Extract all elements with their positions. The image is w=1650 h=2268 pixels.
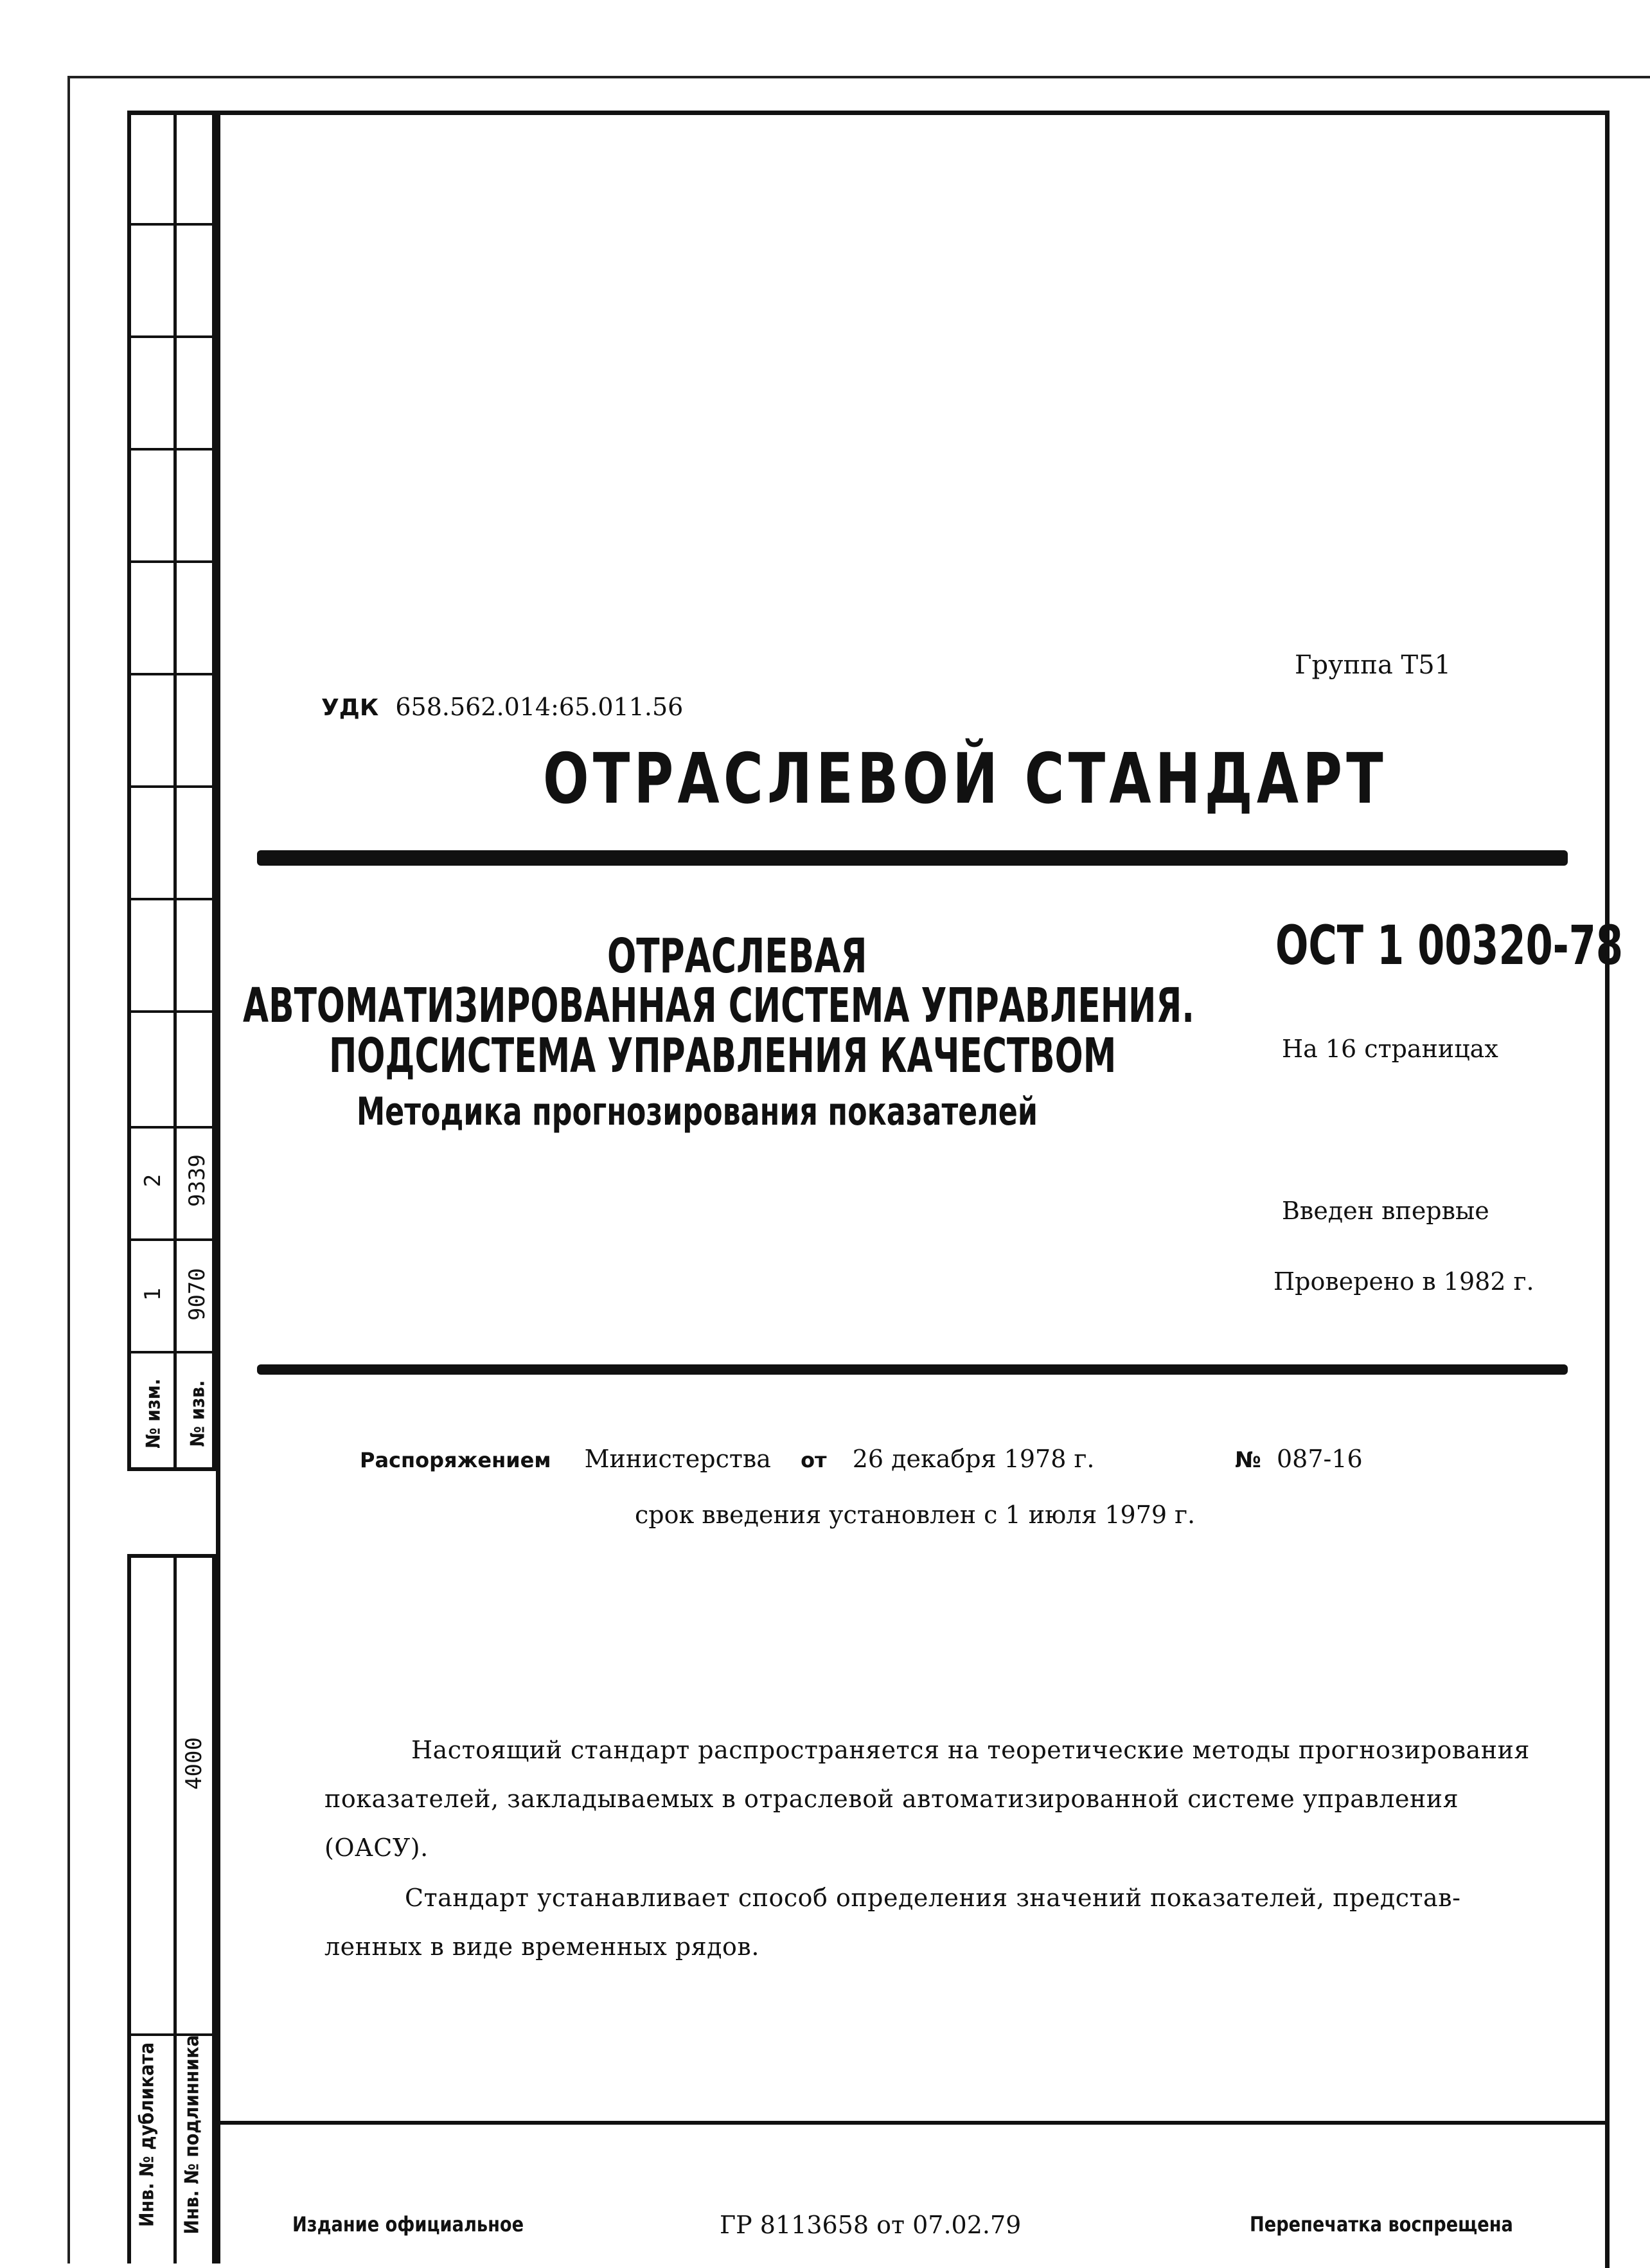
title-rule <box>257 850 1568 866</box>
order-number-label: № <box>1235 1447 1261 1473</box>
order-line <box>360 1445 1094 1473</box>
udk-line <box>321 693 683 721</box>
body-p1-line-2: показателей, закладываемых в отраслевой автоматизированной системе управления <box>324 1785 1459 1813</box>
inventory-stamp-column <box>127 1554 216 2264</box>
checked-note: Проверено в 1982 г. <box>1273 1267 1534 1296</box>
frame-left-border <box>216 111 220 2264</box>
stamp-notice-1: 9070 <box>184 1268 210 1321</box>
udk-label: УДК <box>321 695 379 721</box>
body-paragraph-2 <box>324 1873 1545 1971</box>
introduced-note: Введен впервые <box>1282 1197 1489 1225</box>
pages-count: На 16 страницах <box>1282 1035 1498 1063</box>
standard-number: ОСТ 1 00320-78 <box>1275 914 1623 977</box>
stamp-original-label: Инв. № подлинника <box>181 2035 204 2235</box>
footer-edition: Издание официальное <box>292 2212 524 2237</box>
page-edge-left <box>67 76 70 2264</box>
footer-registration: ГР 8113658 от 07.02.79 <box>720 2211 1022 2239</box>
order-ministry: Министерства <box>584 1445 771 1473</box>
subtitle-line-2: АВТОМАТИЗИРОВАННАЯ СИСТЕМА УПРАВЛЕНИЯ. <box>243 978 1194 1033</box>
subtitle-line-3: ПОДСИСТЕМА УПРАВЛЕНИЯ КАЧЕСТВОМ <box>329 1028 1117 1084</box>
subtitle-line-4: Методика прогнозирования показателей <box>357 1089 1038 1134</box>
order-number: 087-16 <box>1277 1445 1363 1473</box>
main-title: ОТРАСЛЕВОЙ СТАНДАРТ <box>543 739 1387 819</box>
subtitle-line-1: ОТРАСЛЕВАЯ <box>607 929 867 984</box>
order-number-line <box>1235 1445 1363 1473</box>
udk-value: 658.562.014:65.011.56 <box>395 693 684 721</box>
order-date: 26 декабря 1978 г. <box>852 1445 1095 1473</box>
order-label: Распоряжением <box>360 1448 551 1472</box>
revision-stamp-column <box>127 111 216 1471</box>
body-p2-line-1: Стандарт устанавливает способ определения значений показателей, представ- <box>405 1884 1461 1912</box>
body-paragraph-1 <box>324 1726 1545 1872</box>
footer-rule <box>216 2121 1610 2125</box>
body-p1-line-1: Настоящий стандарт распространяется на теоретические методы прогнозирования <box>411 1736 1530 1764</box>
group-label: Группа Т51 <box>1295 650 1451 680</box>
order-rule <box>257 1364 1568 1375</box>
stamp-original-inv: 4000 <box>181 1737 207 1790</box>
stamp-duplicate-label: Инв. № дубликата <box>136 2042 159 2228</box>
body-p1-line-3: (ОАСУ). <box>324 1834 429 1862</box>
order-from: от <box>801 1448 827 1472</box>
footer-reprint-notice: Перепечатка воспрещена <box>1250 2212 1513 2237</box>
stamp-notice-2: 9339 <box>184 1154 210 1207</box>
stamp-change-2: 2 <box>140 1174 166 1188</box>
body-p2-line-2: ленных в виде временных рядов. <box>324 1933 759 1961</box>
stamp-change-no-label: № изм. <box>142 1379 165 1449</box>
effective-date: срок введения установлен с 1 июля 1979 г. <box>635 1501 1196 1529</box>
stamp-change-1: 1 <box>140 1287 166 1301</box>
page-edge-top <box>67 76 1650 78</box>
stamp-notice-no-label: № изв. <box>186 1380 209 1447</box>
